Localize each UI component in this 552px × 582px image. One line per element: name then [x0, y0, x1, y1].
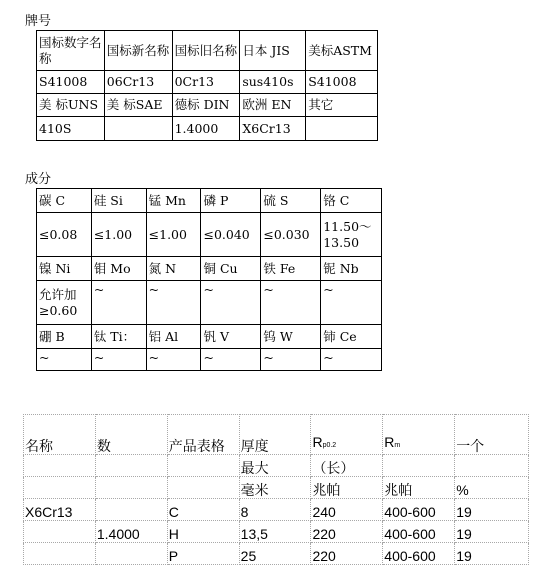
table-cell: ~: [261, 281, 321, 325]
table-cell: 25: [239, 543, 311, 565]
composition-table: [36, 188, 382, 371]
header-elongation: 一个: [455, 415, 529, 455]
material-number: 1.4000: [95, 521, 167, 543]
table-cell: 国标新名称: [104, 31, 172, 71]
table-cell: ≤0.08: [37, 213, 92, 257]
table-cell: ~: [201, 349, 261, 371]
table-cell: 美 标UNS: [37, 94, 105, 117]
table-row: [24, 499, 529, 521]
table-cell: ~: [201, 281, 261, 325]
table-cell: ≤1.00: [146, 213, 201, 257]
table-cell: 铜 Cu: [201, 257, 261, 281]
table-cell: C: [167, 499, 239, 521]
table-cell: sus410s: [240, 71, 306, 94]
header-thickness: 厚度: [239, 415, 311, 455]
table-cell: 400-600: [383, 521, 455, 543]
table-cell: 铁 Fe: [261, 257, 321, 281]
rm-subscript: m: [394, 442, 401, 449]
table-cell: 钨 W: [261, 325, 321, 349]
material-name: X6Cr13: [24, 499, 96, 521]
header-product-form: 产品表格: [167, 415, 239, 455]
table-row: [37, 257, 382, 281]
header-rp02: [311, 415, 383, 455]
table-cell: S41008: [37, 71, 105, 94]
table-cell: 德标 DIN: [172, 94, 240, 117]
table-cell: H: [167, 521, 239, 543]
table-row: [24, 455, 529, 477]
table-cell: 铝 Al: [146, 325, 201, 349]
table-row: [37, 71, 378, 94]
table-cell: ~: [37, 349, 92, 371]
grade-heading: 牌号: [25, 13, 52, 28]
properties-table: [23, 414, 529, 565]
table-cell: 钼 Mo: [91, 257, 146, 281]
table-cell: ≤0.040: [201, 213, 261, 257]
table-cell: ≤0.030: [261, 213, 321, 257]
table-cell: 11.50～13.50: [321, 213, 382, 257]
unit-label: 毫米: [239, 477, 311, 499]
table-cell: 19: [455, 543, 529, 565]
table-cell: 06Cr13: [104, 71, 172, 94]
unit-label: （长）: [311, 455, 383, 477]
unit-label: 最大: [239, 455, 311, 477]
table-cell: 19: [455, 499, 529, 521]
table-row: [37, 213, 382, 257]
table-cell: ~: [91, 281, 146, 325]
table-cell: P: [167, 543, 239, 565]
table-cell: [104, 117, 172, 141]
table-row: [37, 31, 378, 71]
table-cell: 铬 C: [321, 189, 382, 213]
table-cell: X6Cr13: [240, 117, 306, 141]
table-cell: 钛 Ti：: [91, 325, 146, 349]
table-cell: ~: [146, 281, 201, 325]
table-row: [37, 325, 382, 349]
table-cell: 欧洲 EN: [240, 94, 306, 117]
table-cell: 钒 V: [201, 325, 261, 349]
table-cell: 220: [311, 543, 383, 565]
table-cell: 允许加≥0.60: [37, 281, 92, 325]
table-cell: 硅 Si: [91, 189, 146, 213]
composition-heading: 成分: [25, 171, 52, 186]
table-cell: 13,5: [239, 521, 311, 543]
header-number: 数: [95, 415, 167, 455]
table-cell: 400-600: [383, 499, 455, 521]
table-row: [24, 415, 529, 455]
table-cell: 氮 N: [146, 257, 201, 281]
table-cell: 19: [455, 521, 529, 543]
table-cell: 国标旧名称: [172, 31, 240, 71]
table-cell: 410S: [37, 117, 105, 141]
table-cell: 美 标SAE: [104, 94, 172, 117]
table-cell: S41008: [306, 71, 378, 94]
unit-label: 兆帕: [311, 477, 383, 499]
table-cell: 铈 Ce: [321, 325, 382, 349]
table-cell: 400-600: [383, 543, 455, 565]
table-cell: 其它: [306, 94, 378, 117]
table-cell: ≤1.00: [91, 213, 146, 257]
table-cell: 0Cr13: [172, 71, 240, 94]
table-cell: 锰 Mn: [146, 189, 201, 213]
table-cell: 美标ASTM: [306, 31, 378, 71]
table-row: [37, 117, 378, 141]
table-row: [24, 521, 529, 543]
rm-symbol: R: [384, 434, 395, 450]
table-cell: 硼 B: [37, 325, 92, 349]
table-cell: 日本 JIS: [240, 31, 306, 71]
table-cell: [306, 117, 378, 141]
table-cell: 磷 P: [201, 189, 261, 213]
table-cell: ~: [146, 349, 201, 371]
table-cell: 240: [311, 499, 383, 521]
table-cell: 镍 Ni: [37, 257, 92, 281]
table-cell: ~: [321, 349, 382, 371]
table-cell: ~: [321, 281, 382, 325]
grade-table: [36, 30, 378, 141]
rp-symbol: R: [312, 434, 323, 450]
table-cell: ~: [91, 349, 146, 371]
table-cell: 220: [311, 521, 383, 543]
table-cell: ~: [261, 349, 321, 371]
table-cell: 国标数字名称: [37, 31, 105, 71]
header-rm: [383, 415, 455, 455]
header-name: 名称: [24, 415, 96, 455]
table-row: [24, 477, 529, 499]
table-cell: 铌 Nb: [321, 257, 382, 281]
table-cell: 碳 C: [37, 189, 92, 213]
table-row: [24, 543, 529, 565]
table-row: [37, 281, 382, 325]
table-cell: 8: [239, 499, 311, 521]
table-row: [37, 94, 378, 117]
table-cell: 1.4000: [172, 117, 240, 141]
table-cell: 硫 S: [261, 189, 321, 213]
unit-label: %: [455, 477, 529, 499]
table-row: [37, 349, 382, 371]
rp-subscript: p0.2: [322, 442, 337, 449]
unit-label: 兆帕: [383, 477, 455, 499]
table-row: [37, 189, 382, 213]
